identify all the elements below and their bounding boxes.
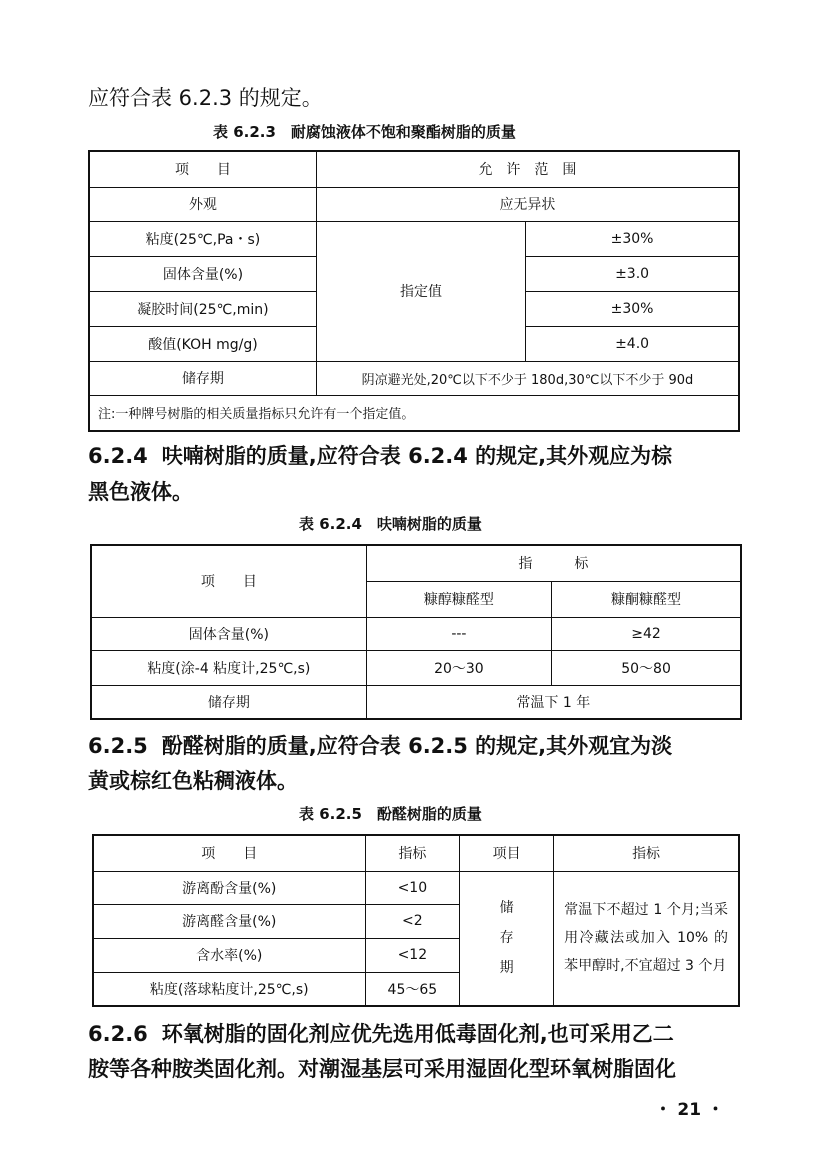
row-value: 45～65 [365,972,460,1006]
paragraph-6-2-4 [88,440,672,470]
row-value: ±3.0 [526,256,739,291]
header-index: 指标 [365,835,460,871]
page-number: ・ 21 ・ [654,1100,724,1120]
row-item: 固体含量(%) [89,256,316,291]
paragraph-text: 呋喃树脂的质量,应符合表 6.2.4 的规定,其外观应为棕 [161,444,673,468]
merged-specified-value: 指定值 [316,221,525,361]
row-value: ±4.0 [526,326,739,361]
row-item: 储存期 [91,685,366,719]
section-number: 6.2.5 [88,734,148,758]
row-value: <2 [365,904,460,938]
row-value: 阴凉避光处,20℃以下不少于 180d,30℃以下不少于 90d [316,361,739,395]
intro-line: 应符合表 6.2.3 的规定。 [88,86,323,110]
paragraph-text: 酚醛树脂的质量,应符合表 6.2.5 的规定,其外观宜为淡 [161,734,673,758]
row-item: 凝胶时间(25℃,min) [89,291,316,326]
table-6-2-4 [90,544,742,720]
header-item: 项 目 [93,835,365,871]
header-furfuryl-alcohol-type: 糠醇糠醛型 [366,581,551,617]
storage-period-value: 常温下不超过 1 个月;当采用冷藏法或加入 10% 的苯甲醇时,不宜超过 3 个月 [554,871,739,1006]
section-number: 6.2.4 [88,444,148,468]
header-item: 项 目 [89,151,316,187]
table-note: 注:一种牌号树脂的相关质量指标只允许有一个指定值。 [89,395,739,431]
table-6-2-5 [92,834,740,1007]
row-value: <10 [365,871,460,904]
row-item: 含水率(%) [93,938,365,972]
row-item: 外观 [89,187,316,221]
table-6-2-5-caption: 表 6.2.5 酚醛树脂的质量 [299,805,482,823]
row-item: 粘度(落球粘度计,25℃,s) [93,972,365,1006]
header-item: 项 目 [91,545,366,617]
row-item: 游离醛含量(%) [93,904,365,938]
paragraph-6-2-6-cont: 胺等各种胺类固化剂。对潮湿基层可采用湿固化型环氧树脂固化 [88,1057,676,1081]
row-item: 酸值(KOH mg/g) [89,326,316,361]
header-index: 指 标 [366,545,741,581]
table-6-2-4-caption: 表 6.2.4 呋喃树脂的质量 [299,515,482,533]
header-range: 允 许 范 围 [316,151,739,187]
table-6-2-3 [88,150,740,432]
paragraph-6-2-6 [88,1018,674,1048]
paragraph-6-2-4-cont: 黑色液体。 [88,480,193,504]
header-index-2: 指标 [554,835,739,871]
table-6-2-3-caption: 表 6.2.3 耐腐蚀液体不饱和聚酯树脂的质量 [213,123,516,141]
row-item: 储存期 [89,361,316,395]
row-value: ±30% [526,221,739,256]
row-value-a: 20～30 [366,650,551,685]
row-value-a: --- [366,617,551,650]
paragraph-6-2-5 [88,730,672,760]
paragraph-6-2-5-cont: 黄或棕红色粘稠液体。 [88,769,298,793]
row-item: 游离酚含量(%) [93,871,365,904]
storage-period-label: 储存期 [460,871,554,1006]
paragraph-text: 环氧树脂的固化剂应优先选用低毒固化剂,也可采用乙二 [161,1022,674,1046]
row-item: 固体含量(%) [91,617,366,650]
row-value: <12 [365,938,460,972]
section-number: 6.2.6 [88,1022,148,1046]
row-value: 常温下 1 年 [366,685,741,719]
header-furfural-acetone-type: 糠酮糠醛型 [552,581,741,617]
header-item-2: 项目 [460,835,554,871]
row-value: 应无异状 [316,187,739,221]
row-value-b: 50～80 [552,650,741,685]
row-item: 粘度(涂-4 粘度计,25℃,s) [91,650,366,685]
row-value-b: ≥42 [552,617,741,650]
row-value: ±30% [526,291,739,326]
row-item: 粘度(25℃,Pa・s) [89,221,316,256]
